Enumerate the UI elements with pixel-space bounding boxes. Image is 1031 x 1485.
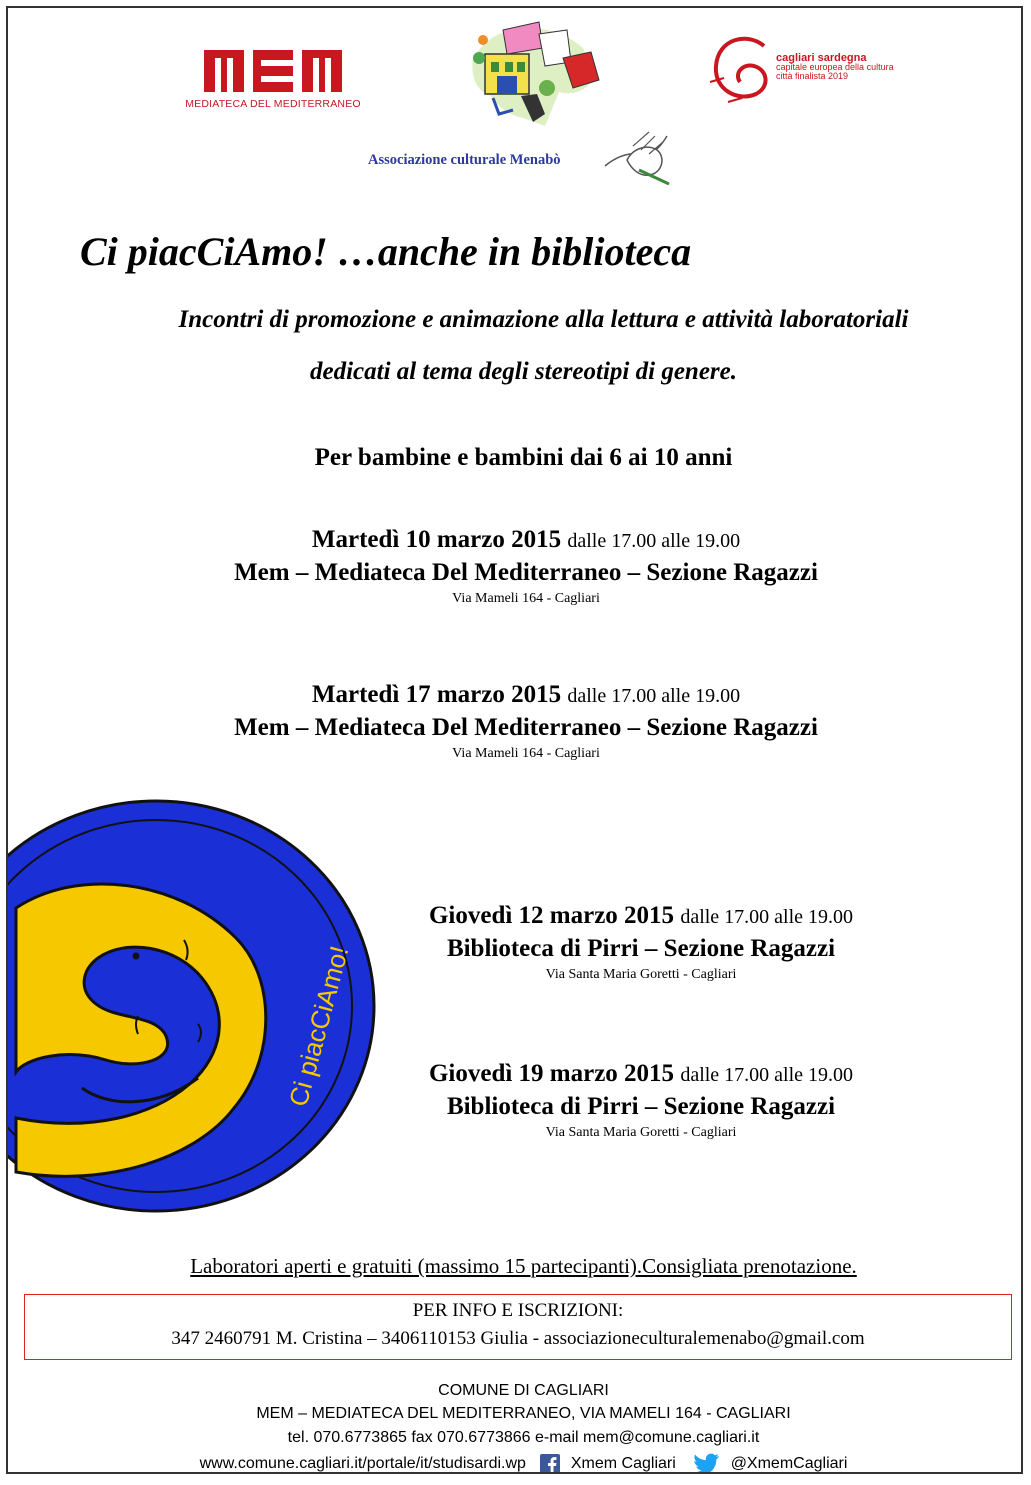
event-address: Via Mameli 164 - Cagliari (452, 746, 600, 761)
subtitle-line-2: dedicati al tema degli stereotipi di genere. (309, 358, 737, 385)
cagliari-capitale-logo (708, 32, 938, 108)
event-place: Biblioteca di Pirri – Sezione Ragazzi (446, 1093, 836, 1120)
footer-line-1: COMUNE DI CAGLIARI (438, 1382, 609, 1399)
event-date-line (393, 1059, 889, 1090)
event-time: dalle 17.00 alle 19.00 (680, 906, 854, 928)
event-place: Biblioteca di Pirri – Sezione Ragazzi (446, 935, 836, 962)
mem-logo-mark (204, 50, 342, 92)
event-address: Via Santa Maria Goretti - Cagliari (545, 1125, 737, 1140)
mem-logo (178, 50, 368, 120)
subtitle-line-1: Incontri di promozione e animazione alla lettura e attività laboratoriali (178, 306, 909, 333)
association-name: Associazione culturale Menabò (368, 152, 561, 168)
flyer-page (6, 6, 1023, 1474)
cagliari-logo-line1: cagliari sardegna (776, 52, 867, 64)
mem-logo-subtitle: MEDIATECA DEL MEDITERRANEO (185, 98, 361, 110)
event-2 (158, 680, 894, 763)
twitter-icon[interactable] (694, 1453, 720, 1474)
info-box (24, 1294, 1012, 1360)
event-3 (393, 901, 889, 984)
event-date: Martedì 17 marzo 2015 (311, 681, 562, 708)
cagliari-spiral-icon (708, 32, 774, 108)
event-address: Via Mameli 164 - Cagliari (452, 591, 600, 606)
children-library-logo (463, 18, 603, 128)
smiley-logo-text: Ci piacCiAmo! (282, 942, 355, 1110)
event-time: dalle 17.00 alle 19.00 (680, 1064, 854, 1086)
facebook-icon[interactable] (540, 1454, 560, 1474)
footer-line-4 (8, 1453, 1023, 1474)
info-contacts: 347 2460791 M. Cristina – 3406110153 Giulia - associazioneculturalemenabo@gmail.com (171, 1328, 865, 1349)
event-time: dalle 17.00 alle 19.00 (567, 685, 741, 707)
cagliari-logo-line2: capitale europea della cultura (776, 62, 894, 72)
event-date: Giovedì 19 marzo 2015 (428, 1060, 675, 1087)
event-time: dalle 17.00 alle 19.00 (567, 530, 741, 552)
labs-note: Laboratori aperti e gratuiti (massimo 15 partecipanti).Consigliata prenotazione. (190, 1254, 857, 1278)
facebook-link[interactable]: Xmem Cagliari (570, 1455, 676, 1472)
event-address: Via Santa Maria Goretti - Cagliari (545, 967, 737, 982)
event-place: Mem – Mediateca Del Mediterraneo – Sezione Ragazzi (234, 714, 818, 741)
ci-piacciamo-smiley-logo (6, 788, 386, 1218)
audience-text: Per bambine e bambini dai 6 ai 10 anni (314, 444, 733, 471)
writing-hand-icon (603, 126, 675, 188)
page-title: Ci piacCiAmo! …anche in biblioteca (80, 229, 692, 274)
event-date: Giovedì 12 marzo 2015 (428, 902, 675, 929)
event-date: Martedì 10 marzo 2015 (311, 526, 562, 553)
event-date-line (158, 680, 894, 711)
cagliari-logo-line3: città finalista 2019 (776, 71, 849, 81)
footer-line-3: tel. 070.6773865 fax 070.6773866 e-mail mem@comune.cagliari.it (287, 1429, 760, 1446)
event-1 (158, 525, 894, 608)
twitter-link[interactable]: @XmemCagliari (730, 1455, 848, 1472)
event-place: Mem – Mediateca Del Mediterraneo – Sezione Ragazzi (234, 559, 818, 586)
info-title: PER INFO E ISCRIZIONI: (412, 1300, 624, 1321)
event-date-line (393, 901, 889, 932)
cagliari-logo-text (776, 54, 894, 81)
website-link[interactable]: www.comune.cagliari.it/portale/it/studisardi.wp (199, 1455, 526, 1472)
event-date-line (158, 525, 894, 556)
event-4 (393, 1059, 889, 1142)
footer-line-2: MEM – MEDIATECA DEL MEDITERRANEO, VIA MAMELI 164 - CAGLIARI (256, 1405, 791, 1422)
